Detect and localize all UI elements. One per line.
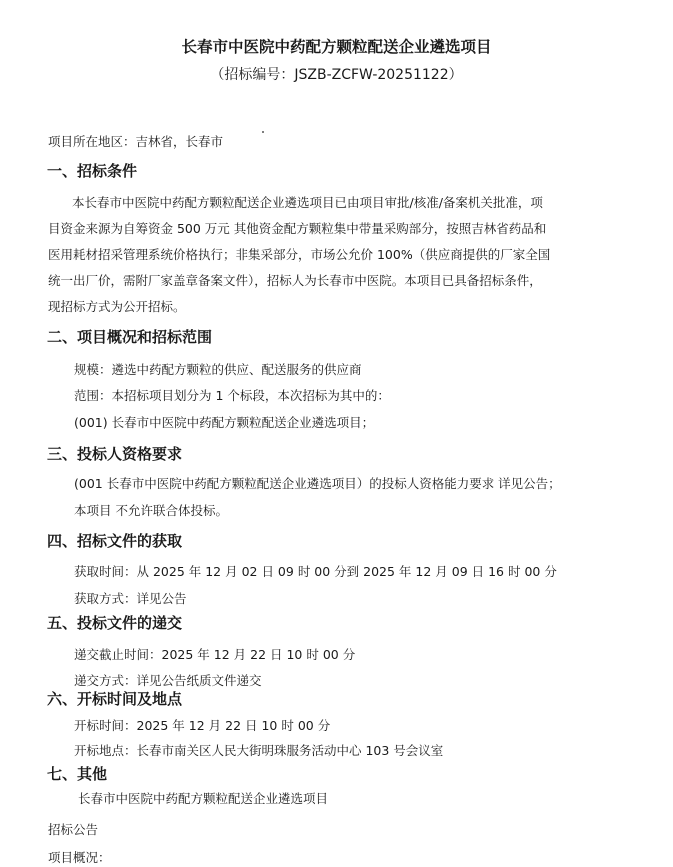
section-4-line-2: 获取方式：详见公告 <box>74 591 187 606</box>
section-3-line-2: 本项目 不允许联合体投标。 <box>74 503 228 518</box>
section-heading-6: 六、开标时间及地点 <box>47 690 183 708</box>
section-6-line-1: 开标时间：2025 年 12 月 22 日 10 时 00 分 <box>74 718 331 733</box>
section-heading-7: 七、其他 <box>47 765 108 783</box>
section-heading-2: 二、项目概况和招标范围 <box>47 328 213 346</box>
section-5-line-1: 递交截止时间：2025 年 12 月 22 日 10 时 00 分 <box>74 647 356 662</box>
scan-speck <box>262 131 264 133</box>
section-heading-4: 四、招标文件的获取 <box>47 532 183 550</box>
section-2-line-2: 范围：本招标项目划分为 1 个标段，本次招标为其中的： <box>74 388 390 403</box>
section-1-line-1: 本长春市中医院中药配方颗粒配送企业遴选项目已由项目审批/核准/备案机关批准，项 <box>72 195 543 210</box>
section-heading-3: 三、投标人资格要求 <box>47 445 183 463</box>
section-3-line-1: (001 长春市中医院中药配方颗粒配送企业遴选项目）的投标人资格能力要求 详见公告； <box>74 476 561 491</box>
section-4-line-1: 获取时间：从 2025 年 12 月 02 日 09 时 00 分到 2025 年 12 月 09 日 16 时 00 分 <box>74 564 557 579</box>
section-1-line-3: 医用耗材招采管理系统价格执行；非集采部分，市场公允价 100%（供应商提供的厂家全国 <box>48 247 551 262</box>
section-heading-5: 五、投标文件的递交 <box>47 614 183 632</box>
section-heading-1: 一、招标条件 <box>47 162 138 180</box>
announcement-label: 招标公告 <box>48 822 99 837</box>
section-6-line-2: 开标地点：长春市南关区人民大街明珠服务活动中心 103 号会议室 <box>74 743 444 758</box>
section-1-line-2: 目资金来源为自筹资金 500 万元 其他资金配方颗粒集中带量采购部分，按照吉林省药品和 <box>48 221 547 236</box>
section-5-line-2: 递交方式：详见公告纸质文件递交 <box>74 673 262 688</box>
section-1-line-5: 现招标方式为公开招标。 <box>48 299 186 314</box>
project-overview-label: 项目概况： <box>48 850 111 865</box>
section-2-line-1: 规模：遴选中药配方颗粒的供应、配送服务的供应商 <box>74 362 362 377</box>
section-2-line-3: (001) 长春市中医院中药配方颗粒配送企业遴选项目； <box>74 415 375 430</box>
section-7-line-1: 长春市中医院中药配方颗粒配送企业遴选项目 <box>78 791 329 806</box>
document-title: 长春市中医院中药配方颗粒配送企业遴选项目 <box>181 38 492 56</box>
project-location: 项目所在地区：吉林省，长春市 <box>48 134 224 149</box>
section-1-line-4: 统一出厂价，需附厂家盖章备案文件），招标人为长春市中医院。本项目已具备招标条件， <box>48 273 542 288</box>
tender-number: （招标编号：JSZB-ZCFW-20251122） <box>210 67 463 83</box>
